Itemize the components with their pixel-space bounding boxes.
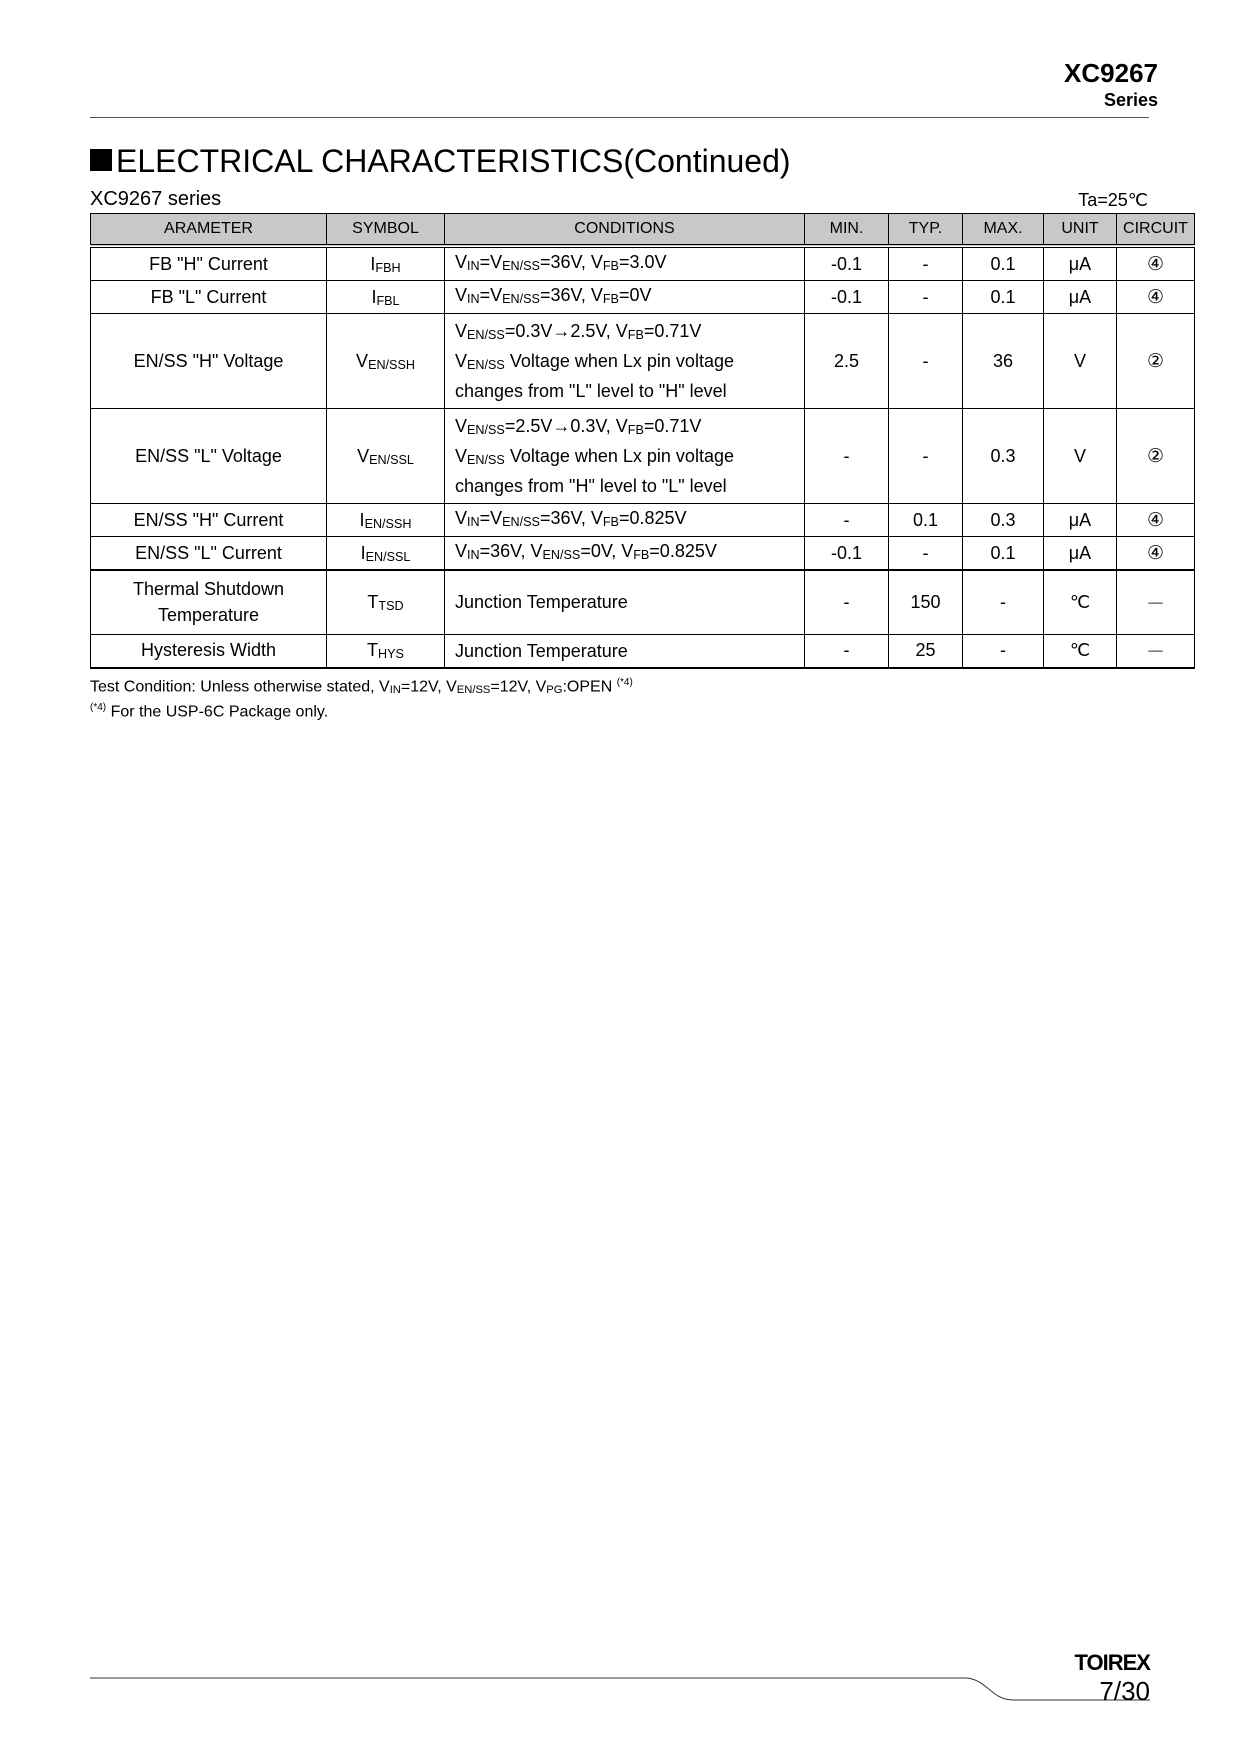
- row-unit: μA: [1044, 246, 1117, 281]
- row-parameter: Hysteresis Width: [91, 634, 327, 668]
- page-number: 7/30: [1099, 1676, 1150, 1706]
- row-max: 0.1: [963, 281, 1044, 314]
- row-max: 0.3: [963, 504, 1044, 537]
- row-parameter: EN/SS "L" Voltage: [91, 409, 327, 504]
- row-min: -: [805, 570, 889, 634]
- row-circuit: －: [1117, 634, 1195, 668]
- table-row: [91, 504, 1195, 537]
- row-parameter: [91, 570, 327, 634]
- row-unit: V: [1044, 314, 1117, 409]
- row-unit: ℃: [1044, 570, 1117, 634]
- row-conditions: $V_{EN/SS}=2.5V\to 0.3V$, $V_{FB}=0.71V$ $V_{EN/SS}$ Voltage when Lx pin voltage changes from "H" level to "L" level: [445, 409, 805, 504]
- row-min: -: [805, 504, 889, 537]
- row-conditions: $V_{EN/SS}=0.3V\to 2.5V$, $V_{FB}=0.71V$ $V_{EN/SS}$ Voltage when Lx pin voltage changes from "L" level to "H" level: [445, 314, 805, 409]
- col-header-circuit: CIRCUIT: [1117, 214, 1195, 247]
- section-title-text: ELECTRICAL CHARACTERISTICS(Continued): [116, 143, 791, 179]
- footnote-text: For the USP-6C Package only.: [106, 703, 329, 721]
- row-circuit: ④: [1117, 504, 1195, 537]
- row-symbol: $I_{FBL}$: [327, 281, 445, 314]
- header-divider: [90, 117, 1149, 118]
- condition-line: Voltage when Lx pin voltage: [504, 351, 734, 371]
- row-min: -: [805, 409, 889, 504]
- row-typ: -: [889, 281, 963, 314]
- row-symbol: $I_{FBH}$: [327, 246, 445, 281]
- table-row: [91, 537, 1195, 571]
- condition-line: Voltage when Lx pin voltage: [504, 446, 734, 466]
- row-max: 0.1: [963, 246, 1044, 281]
- row-conditions: $V_{IN}=36V$, $V_{EN/SS}=0V$, $V_{FB}=0.825V$: [445, 537, 805, 571]
- row-min: 2.5: [805, 314, 889, 409]
- col-header-unit: UNIT: [1044, 214, 1117, 247]
- series-subtitle: Series: [1103, 90, 1158, 110]
- table-row: [91, 570, 1195, 634]
- table-row: [91, 409, 1195, 504]
- row-min: -0.1: [805, 246, 889, 281]
- condition-line: changes from "H" level to "L" level: [455, 475, 727, 496]
- table-row: [91, 634, 1195, 668]
- row-conditions: $V_{IN}=V_{EN/SS}=36V$, $V_{FB}=0V$: [445, 281, 805, 314]
- torex-logo: TOIREX: [1074, 1650, 1150, 1675]
- row-conditions: $V_{IN}=V_{EN/SS}=36V$, $V_{FB}=0.825V$: [445, 504, 805, 537]
- parameter-line: Temperature: [157, 605, 260, 626]
- series-label: XC9267 series: [90, 188, 222, 210]
- row-parameter: EN/SS "H" Current: [91, 504, 327, 537]
- row-circuit: ④: [1117, 537, 1195, 571]
- row-circuit: －: [1117, 570, 1195, 634]
- footnote-4: [90, 702, 328, 721]
- row-unit: μA: [1044, 537, 1117, 571]
- row-min: -0.1: [805, 281, 889, 314]
- row-max: 0.1: [963, 537, 1044, 571]
- black-square-icon: [90, 149, 112, 171]
- row-circuit: ④: [1117, 281, 1195, 314]
- table-row: [91, 314, 1195, 409]
- note-marker: (*4): [616, 677, 633, 688]
- row-parameter: FB "L" Current: [91, 281, 327, 314]
- row-typ: -: [889, 409, 963, 504]
- col-header-max: MAX.: [963, 214, 1044, 247]
- row-symbol: $V_{EN/SSL}$: [327, 409, 445, 504]
- row-min: -: [805, 634, 889, 668]
- col-header-typ: TYP.: [889, 214, 963, 247]
- ambient-temperature: Ta=25℃: [1078, 190, 1148, 210]
- row-typ: 150: [889, 570, 963, 634]
- section-title: [90, 143, 791, 180]
- row-circuit: ②: [1117, 409, 1195, 504]
- col-header-conditions: CONDITIONS: [445, 214, 805, 247]
- row-min: -0.1: [805, 537, 889, 571]
- row-symbol: $T_{TSD}$: [327, 570, 445, 634]
- row-circuit: ④: [1117, 246, 1195, 281]
- row-parameter: FB "H" Current: [91, 246, 327, 281]
- parameter-line: Thermal Shutdown: [132, 579, 285, 600]
- row-max: 36: [963, 314, 1044, 409]
- row-unit: μA: [1044, 504, 1117, 537]
- row-typ: -: [889, 314, 963, 409]
- col-header-min: MIN.: [805, 214, 889, 247]
- row-parameter: EN/SS "H" Voltage: [91, 314, 327, 409]
- row-max: -: [963, 570, 1044, 634]
- table-header-row: [91, 214, 1195, 247]
- test-condition-text: Test Condition: Unless otherwise stated,: [90, 678, 380, 696]
- row-typ: 0.1: [889, 504, 963, 537]
- row-max: -: [963, 634, 1044, 668]
- row-unit: μA: [1044, 281, 1117, 314]
- row-parameter: EN/SS "L" Current: [91, 537, 327, 571]
- row-typ: -: [889, 537, 963, 571]
- row-conditions: $V_{IN}=V_{EN/SS}=36V$, $V_{FB}=3.0V$: [445, 246, 805, 281]
- row-unit: V: [1044, 409, 1117, 504]
- row-symbol: $I_{EN/SSH}$: [327, 504, 445, 537]
- row-symbol: $V_{EN/SSH}$: [327, 314, 445, 409]
- col-header-symbol: SYMBOL: [327, 214, 445, 247]
- condition-line: changes from "L" level to "H" level: [455, 380, 727, 401]
- note-marker: (*4): [90, 702, 107, 713]
- series-title: XC9267: [1064, 58, 1158, 88]
- col-header-parameter: ARAMETER: [91, 214, 327, 247]
- footer-rule: [0, 1650, 1240, 1710]
- row-max: 0.3: [963, 409, 1044, 504]
- row-typ: 25: [889, 634, 963, 668]
- row-conditions: Junction Temperature: [445, 570, 805, 634]
- test-condition-note: Test Condition: Unless otherwise stated, $V_{IN}=12V$, $V_{EN/SS}=12V$, $V_{PG}:OPEN$ $^{(*4)}$: [90, 677, 633, 696]
- row-symbol: $T_{HYS}$: [327, 634, 445, 668]
- electrical-characteristics-table: [90, 213, 1195, 669]
- row-unit: ℃: [1044, 634, 1117, 668]
- table-row: [91, 281, 1195, 314]
- table-row: [91, 246, 1195, 281]
- row-conditions: Junction Temperature: [445, 634, 805, 668]
- row-typ: -: [889, 246, 963, 281]
- row-circuit: ②: [1117, 314, 1195, 409]
- row-symbol: $I_{EN/SSL}$: [327, 537, 445, 571]
